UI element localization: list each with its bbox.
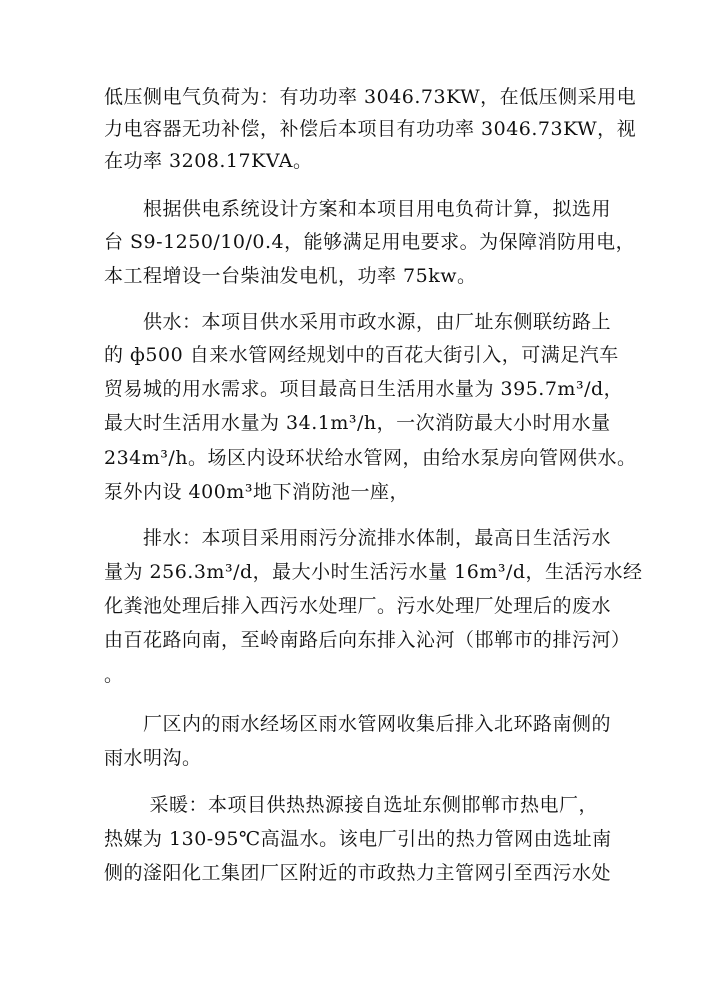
text-line: 由百花路向南，至岭南路后向东排入沁河（邯郸市的排污河） bbox=[104, 629, 631, 651]
text-line: 供水：本项目供水采用市政水源，由厂址东侧联纺路上 bbox=[104, 311, 612, 333]
text-line: 热媒为 130-95℃高温水。该电厂引出的热力管网由选址南 bbox=[104, 828, 612, 850]
text-line: 。 bbox=[104, 664, 124, 686]
text-line: 贸易城的用水需求。项目最高日生活用水量为 395.7m³/d， bbox=[104, 378, 624, 400]
text-line: 量为 256.3m³/d，最大小时生活污水量 16m³/d，生活污水经 bbox=[104, 561, 643, 583]
text-line: 根据供电系统设计方案和本项目用电负荷计算，拟选用 bbox=[104, 198, 612, 220]
text-line: 低压侧电气负荷为：有功功率 3046.73KW，在低压侧采用电 bbox=[104, 86, 637, 108]
text-line: 力电容器无功补偿，补偿后本项目有功功率 3046.73KW，视 bbox=[104, 118, 637, 140]
text-line: 234m³/h。场区内设环状给水管网，由给水泵房向管网供水。 bbox=[104, 447, 637, 469]
text-line: 雨水明沟。 bbox=[104, 747, 202, 769]
text-line: 排水：本项目采用雨污分流排水体制，最高日生活污水 bbox=[104, 527, 612, 549]
text-line: 本工程增设一台柴油发电机，功率 75kw。 bbox=[104, 265, 477, 287]
text-line: 台 S9-1250/10/0.4，能够满足用电要求。为保障消防用电， bbox=[104, 231, 636, 253]
text-line: 在功率 3208.17KVA。 bbox=[104, 150, 313, 172]
text-line: 厂区内的雨水经场区雨水管网收集后排入北环路南侧的 bbox=[104, 713, 612, 735]
text-line: 侧的滏阳化工集团厂区附近的市政热力主管网引至西污水处 bbox=[104, 862, 612, 884]
text-line: 泵外内设 400m³地下消防池一座， bbox=[104, 481, 409, 503]
text-line: 采暖：本项目供热热源接自选址东侧邯郸市热电厂， bbox=[104, 794, 599, 816]
text-line: 化粪池处理后排入西污水处理厂。污水处理厂处理后的废水 bbox=[104, 595, 612, 617]
text-line: 的 ф500 自来水管网经规划中的百花大街引入，可满足汽车 bbox=[104, 344, 619, 366]
text-line: 最大时生活用水量为 34.1m³/h，一次消防最大小时用水量 bbox=[104, 412, 611, 434]
